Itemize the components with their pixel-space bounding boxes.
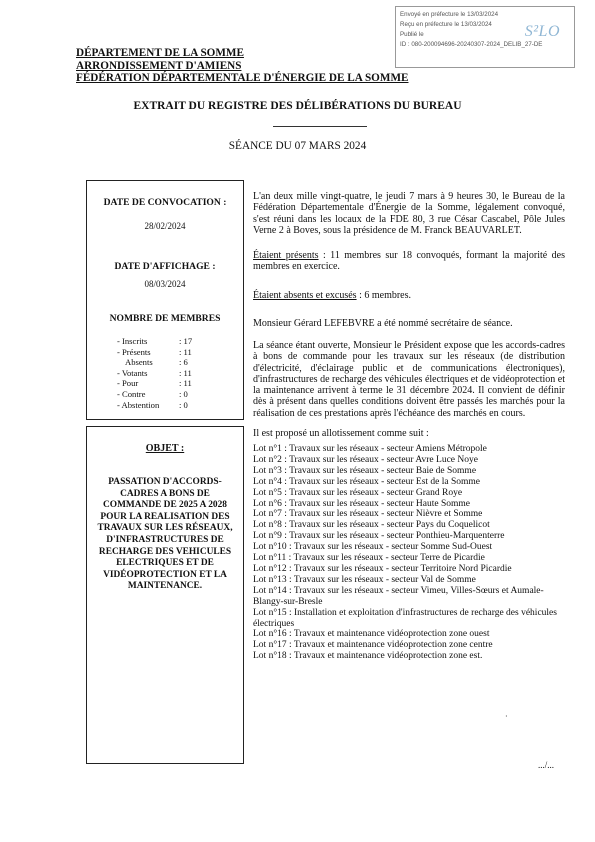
stamp-id: ID : 080-200094696-20240307-2024_DELIB_27-DE (400, 41, 543, 48)
membres-key: - Inscrits (117, 336, 148, 346)
list-item: Lot n°16 : Travaux et maintenance vidéoprotection zone ouest (253, 629, 490, 640)
secretaire-paragraph: Monsieur Gérard LEFEBVRE a été nommé secrétaire de séance. (253, 318, 513, 329)
membres-value: : 11 (179, 346, 192, 357)
affichage-label: DATE D'AFFICHAGE : (114, 261, 216, 272)
membres-value: : 17 (179, 336, 193, 346)
convocation-label: DATE DE CONVOCATION : (103, 197, 227, 208)
list-item: Lot n°18 : Travaux et maintenance vidéoprotection zone est. (253, 651, 483, 662)
objet-label: OBJET : (145, 443, 185, 454)
membres-key: - Pour (117, 378, 139, 389)
header-departement: DÉPARTEMENT DE LA SOMME (76, 47, 244, 59)
list-item: Lot n°5 : Travaux sur les réseaux - secteur Grand Roye (253, 487, 463, 498)
convocation-date: 28/02/2024 (144, 221, 186, 231)
absents-label: Étaient absents et excusés (253, 290, 357, 301)
list-item: Lot n°12 : Travaux sur les réseaux - secteur Territoire Nord Picardie (253, 563, 512, 574)
membres-key: - Contre (117, 388, 146, 399)
stamp-received: Reçu en préfecture le 13/03/2024 (400, 21, 492, 28)
presents-text: : 11 membres sur 18 convoqués, formant la majorité des membres en exercice. (253, 250, 565, 273)
membres-row (117, 368, 209, 379)
affichage-date: 08/03/2024 (144, 279, 186, 289)
membres-key: - Votants (117, 367, 148, 378)
list-item: Lot n°4 : Travaux sur les réseaux - secteur Est de la Somme (253, 476, 481, 487)
membres-value: : 11 (179, 378, 192, 389)
page-title: EXTRAIT DU REGISTRE DES DÉLIBÉRATIONS DU BUREAU (133, 100, 462, 112)
continued-marker: .../... (538, 760, 555, 770)
stamp-published: Publié le (400, 31, 424, 38)
list-item: Lot n°6 : Travaux sur les réseaux - secteur Haute Somme (253, 498, 470, 509)
slo-logo: S²LO (524, 23, 560, 40)
membres-value: : 0 (179, 388, 188, 399)
membres-row (117, 378, 209, 389)
membres-value: : 11 (179, 367, 192, 378)
absents-text: : 6 membres. (356, 290, 412, 301)
membres-row (117, 357, 209, 368)
membres-key: - Abstention (117, 399, 160, 410)
presents-paragraph (253, 250, 565, 273)
objet-text: PASSATION D'ACCORDS-CADRES A BONS DE COMMANDE DE 2025 A 2028 POUR LA REALISATION DES TRAVAUX SUR LES RÉSEAUX, D'INFRASTRUCTURES DE RECHARGE DES VEHICULES ELECTRIQUES ET DE VIDÉOPROTECTION ET LA MAINTENANCE. (97, 477, 233, 592)
list-item: Lot n°15 : Installation et exploitation d'infrastructures de recharge des véhicules électriques (253, 607, 557, 629)
list-item: Lot n°1 : Travaux sur les réseaux - secteur Amiens Métropole (253, 444, 487, 454)
objet-box (86, 426, 244, 764)
allotissement-intro: Il est proposé un allotissement comme suit : (253, 428, 429, 439)
list-item: Lot n°11 : Travaux sur les réseaux - secteur Terre de Picardie (253, 553, 485, 564)
header-arrondissement: ARRONDISSEMENT D'AMIENS (76, 59, 242, 72)
membres-value: : 0 (179, 399, 188, 410)
presents-label: Étaient présents (253, 250, 319, 261)
membres-table (117, 336, 209, 410)
membres-row (117, 389, 209, 400)
list-item: Lot n°3 : Travaux sur les réseaux - secteur Baie de Somme (253, 465, 477, 476)
membres-row (117, 400, 209, 411)
document-header (76, 47, 408, 85)
lots-list (253, 444, 565, 662)
list-item: Lot n°7 : Travaux sur les réseaux - secteur Nièvre et Somme (253, 509, 483, 520)
list-item: Lot n°17 : Travaux et maintenance vidéoprotection zone centre (253, 640, 493, 651)
membres-value: : 6 (179, 357, 188, 368)
list-item: Lot n°2 : Travaux sur les réseaux - secteur Avre Luce Noye (253, 454, 478, 465)
absents-paragraph (253, 290, 565, 301)
list-item: Lot n°14 : Travaux sur les réseaux - secteur Vimeu, Villes-Sœurs et Aumale-Blangy-sur-Bresle (253, 585, 544, 607)
membres-label: NOMBRE DE MEMBRES (109, 313, 221, 324)
prefecture-stamp (395, 6, 575, 68)
list-item: Lot n°8 : Travaux sur les réseaux - secteur Pays du Coquelicot (253, 520, 490, 531)
expose-paragraph: La séance étant ouverte, Monsieur le Président expose que les accords-cadres à bons de commande pour les travaux sur les réseaux (de distribution d'électricité, d'éclairage public et de communications électroniques), d'infrastructures de recharge des véhicules électriques et de vidéoprotection et la maintenance arrivent à terme le 31 décembre 2024. Il convient de définir dès à présent dans quelles conditions doivent être passés les marchés pour la réalisation de ces prestations après l'échéance des marchés en cours. (253, 340, 565, 419)
intro-paragraph: L'an deux mille vingt-quatre, le jeudi 7 mars à 9 heures 30, le Bureau de la Fédération Départementale d'Énergie de la Somme, légalement convoqué, s'est réuni dans les locaux de la FDE 80, 3 rue César Cascabel, Pôle Jules Verne 2 à Boves, sous la présidence de M. Franck BEAUVARLET. (253, 191, 565, 236)
header-federation: FÉDÉRATION DÉPARTEMENTALE D'ÉNERGIE DE LA SOMME (76, 72, 409, 84)
membres-key: - Présents (117, 346, 151, 357)
list-item: Lot n°13 : Travaux sur les réseaux - secteur Val de Somme (253, 574, 476, 585)
title-separator (273, 126, 367, 127)
stamp-sent: Envoyé en préfecture le 13/03/2024 (400, 11, 499, 18)
list-item: Lot n°9 : Travaux sur les réseaux - secteur Ponthieu-Marquenterre (253, 531, 505, 542)
stray-mark: · (505, 712, 508, 721)
membres-row (117, 347, 209, 358)
list-item: Lot n°10 : Travaux sur les réseaux - secteur Somme Sud-Ouest (253, 542, 493, 553)
seance-date: SÉANCE DU 07 MARS 2024 (228, 140, 367, 152)
info-box (86, 180, 244, 420)
membres-row (117, 336, 209, 347)
membres-key: Absents (125, 357, 153, 368)
